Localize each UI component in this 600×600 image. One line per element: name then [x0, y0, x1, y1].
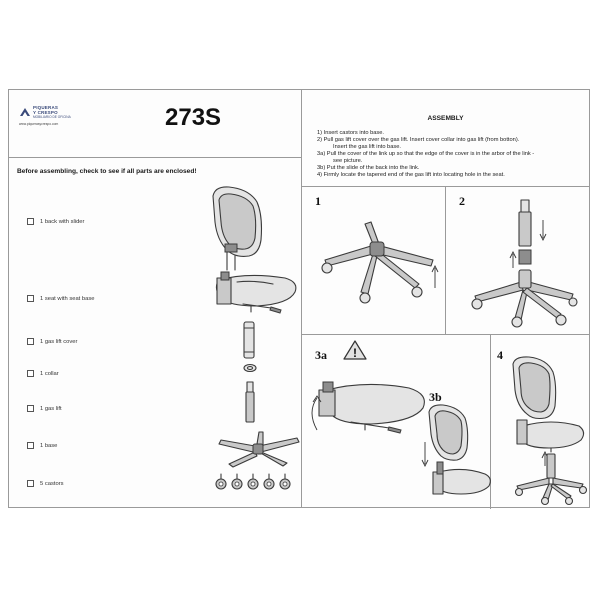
- instruction-sheet: [8, 89, 590, 508]
- part-item-collar: [27, 370, 59, 377]
- part-item-back: [27, 218, 84, 225]
- parts-page: [9, 90, 302, 507]
- warning-triangle-icon: [343, 340, 367, 360]
- brand-url: www.piquerasycrespo.com: [19, 122, 59, 126]
- checkbox-icon: [27, 405, 34, 412]
- arrow-up-icon: [510, 252, 516, 268]
- checklist-title: Before assembling, check to see if all parts are enclosed!: [17, 168, 197, 175]
- part-label: 1 back with slider: [40, 218, 85, 225]
- part-label: 1 seat with seat base: [40, 295, 95, 302]
- checkbox-icon: [27, 338, 34, 345]
- part-item-gas-lift: [27, 405, 62, 412]
- seat-with-base-illustration: [207, 268, 299, 318]
- panel-number-2: 2: [459, 194, 465, 208]
- part-item-gas-lift-cover: [27, 338, 77, 345]
- step4-chair-illustration: [501, 354, 587, 504]
- part-label: 5 castors: [40, 480, 64, 487]
- gas-lift-cover-illustration: [241, 320, 257, 360]
- step3a-seat-illustration: [305, 372, 433, 442]
- panel-number-4: 4: [497, 348, 503, 362]
- arrow-up-icon: [432, 266, 438, 288]
- logo-tagline: MOBILIARIO DE OFICINA: [33, 115, 71, 119]
- panel-number-3b: 3b: [429, 390, 442, 404]
- part-item-castors: [27, 480, 64, 487]
- step-text: 3b) Put the slide of the back into the link.: [317, 165, 420, 171]
- brand-logo: [19, 104, 79, 130]
- step-text: 1) Insert castors into base.: [317, 130, 385, 136]
- part-item-base: [27, 442, 57, 449]
- castors-illustration: [213, 472, 299, 492]
- assembly-page: [301, 90, 590, 507]
- logo-text-line2: Y CRESPO: [33, 110, 58, 115]
- collar-illustration: [243, 363, 257, 373]
- panel-divider: [301, 334, 590, 335]
- panel-number-3a: 3a: [315, 348, 327, 362]
- part-label: 1 gas lift cover: [40, 338, 78, 345]
- step-text: 2) Pull gas lift cover over the gas lift. Insert cover collar into gas lift (from botton).: [317, 137, 520, 143]
- checkbox-icon: [27, 370, 34, 377]
- arrow-down-icon: [540, 220, 546, 240]
- step3b-back-illustration: [419, 402, 491, 506]
- checkbox-icon: [27, 442, 34, 449]
- part-item-seat: [27, 295, 94, 302]
- step-text: 4) Firmly locate the tapered end of the gas lift into locating hole in the seat.: [317, 172, 505, 178]
- checkbox-icon: [27, 218, 34, 225]
- step-text: 3a) Pull the cover of the link up so that the edge of the cover is in the arbor of the link -: [317, 151, 535, 157]
- part-label: 1 base: [40, 442, 58, 449]
- step-text: see picture.: [333, 158, 363, 164]
- part-label: 1 collar: [40, 370, 59, 377]
- panel-divider: [445, 186, 446, 334]
- base-illustration: [213, 430, 303, 470]
- checkbox-icon: [27, 480, 34, 487]
- gas-lift-illustration: [243, 380, 257, 424]
- assembly-title: ASSEMBLY: [427, 115, 464, 122]
- header-divider: [9, 157, 301, 158]
- part-label: 1 gas lift: [40, 405, 62, 412]
- logo-text-line1: PIQUERAS: [33, 105, 59, 110]
- model-number: 273S: [165, 104, 222, 131]
- logo-mark-icon: [19, 106, 31, 118]
- step-text: Insert the gas lift into base.: [333, 144, 401, 150]
- panel-number-1: 1: [315, 194, 321, 208]
- step2-gaslift-illustration: [461, 198, 583, 330]
- back-with-slider-illustration: [205, 182, 275, 272]
- checkbox-icon: [27, 295, 34, 302]
- warning-symbol: !: [353, 346, 357, 360]
- assembly-steps: [317, 130, 579, 179]
- step1-base-illustration: [315, 218, 443, 308]
- arrow-down-icon: [422, 442, 428, 466]
